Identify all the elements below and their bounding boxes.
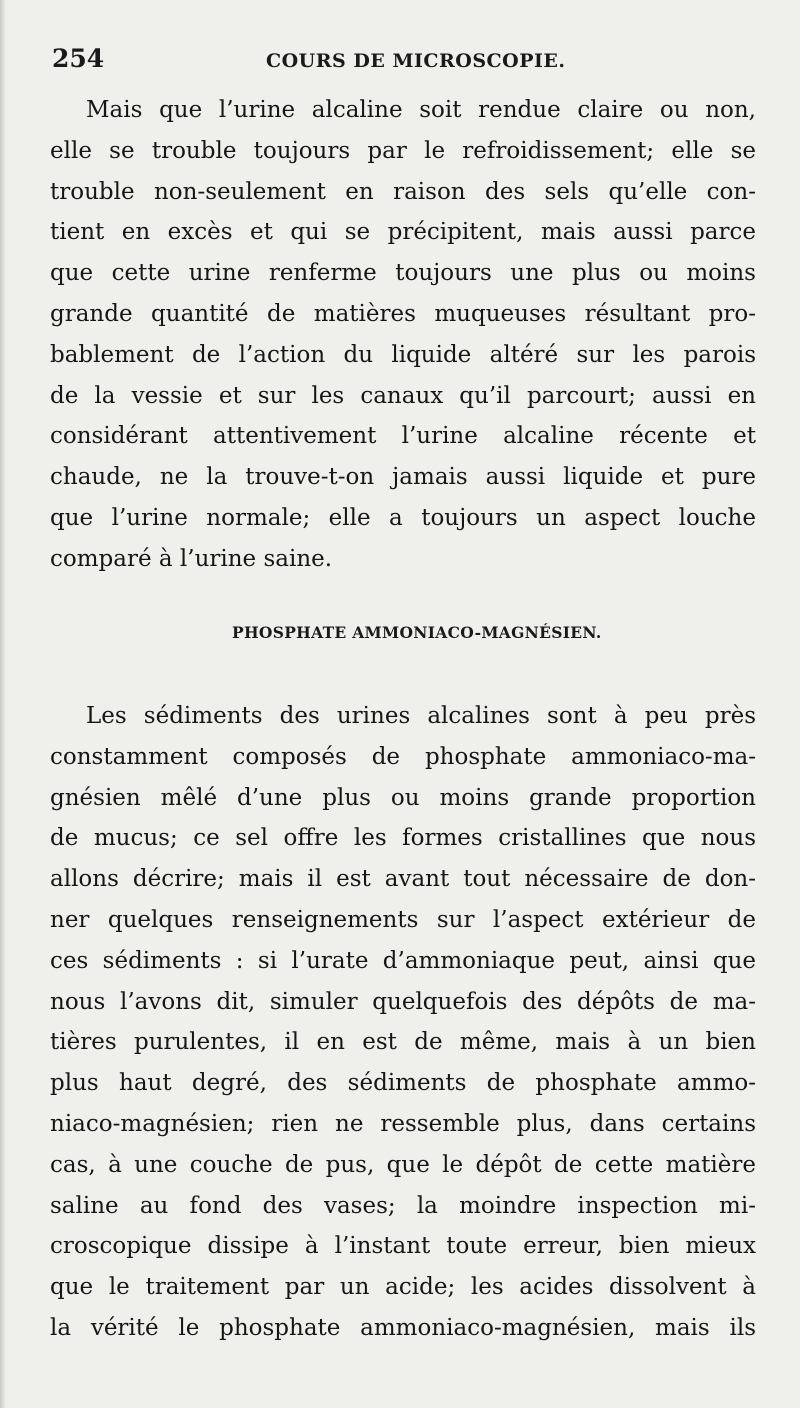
text-line: considérant attentivement l’urine alcaline récente et [50,423,756,450]
running-title: COURS DE MICROSCOPIE. [266,50,566,72]
text-line: ces sédiments : si l’urate d’ammoniaque peut, ainsi que [50,947,756,974]
text-line: saline au fond des vases; la moindre inspection mi- [50,1192,756,1219]
text-line: que cette urine renferme toujours une plus ou moins [50,260,756,287]
text-line: nous l’avons dit, simuler quelquefois des dépôts de ma- [50,988,756,1015]
text-line: la vérité le phosphate ammoniaco-magnésien, mais ils [50,1314,756,1341]
text-line: que l’urine normale; elle a toujours un aspect louche [50,504,756,531]
text-line: gnésien mêlé d’une plus ou moins grande proportion [50,784,756,811]
text-line: constamment composés de phosphate ammoniaco-ma- [50,743,756,770]
text-line: bablement de l’action du liquide altéré sur les parois [50,341,756,368]
text-line: trouble non-seulement en raison des sels qu’elle con- [50,178,756,205]
page-header [52,44,760,84]
paragraph-1 [50,90,756,580]
text-line: comparé à l’urine saine. [50,545,333,572]
text-line: chaude, ne la trouve-t-on jamais aussi liquide et pure [50,464,756,491]
text-line: croscopique dissipe à l’instant toute erreur, bien mieux [50,1233,756,1260]
text-line: elle se trouble toujours par le refroidissement; elle se [50,137,756,164]
text-line: de la vessie et sur les canaux qu’il parcourt; aussi en [50,382,756,409]
text-line: niaco-magnésien; rien ne ressemble plus, dans certains [50,1110,756,1137]
page-number: 254 [52,44,105,73]
text-line: Les sédiments des urines alcalines sont à peu près [86,703,756,729]
text-line: Mais que l’urine alcaline soit rendue claire ou non, [86,97,756,123]
text-line: tient en excès et qui se précipitent, mais aussi parce [50,219,756,246]
text-line: tières purulentes, il en est de même, mais à un bien [50,1029,756,1056]
text-line: grande quantité de matières muqueuses résultant pro- [50,300,756,327]
text-line: de mucus; ce sel offre les formes cristallines que nous [50,825,756,852]
text-line: cas, à une couche de pus, que le dépôt de cette matière [50,1151,756,1178]
text-line: plus haut degré, des sédiments de phosphate ammo- [50,1070,756,1097]
binding-shadow [0,0,6,1408]
text-line: allons décrire; mais il est avant tout nécessaire de don- [50,866,756,893]
text-line: ner quelques renseignements sur l’aspect extérieur de [50,906,756,933]
text-line: que le traitement par un acide; les acides dissolvent à [50,1274,756,1301]
section-heading: PHOSPHATE AMMONIACO-MAGNÉSIEN. [232,623,602,642]
paragraph-2 [50,696,756,1349]
